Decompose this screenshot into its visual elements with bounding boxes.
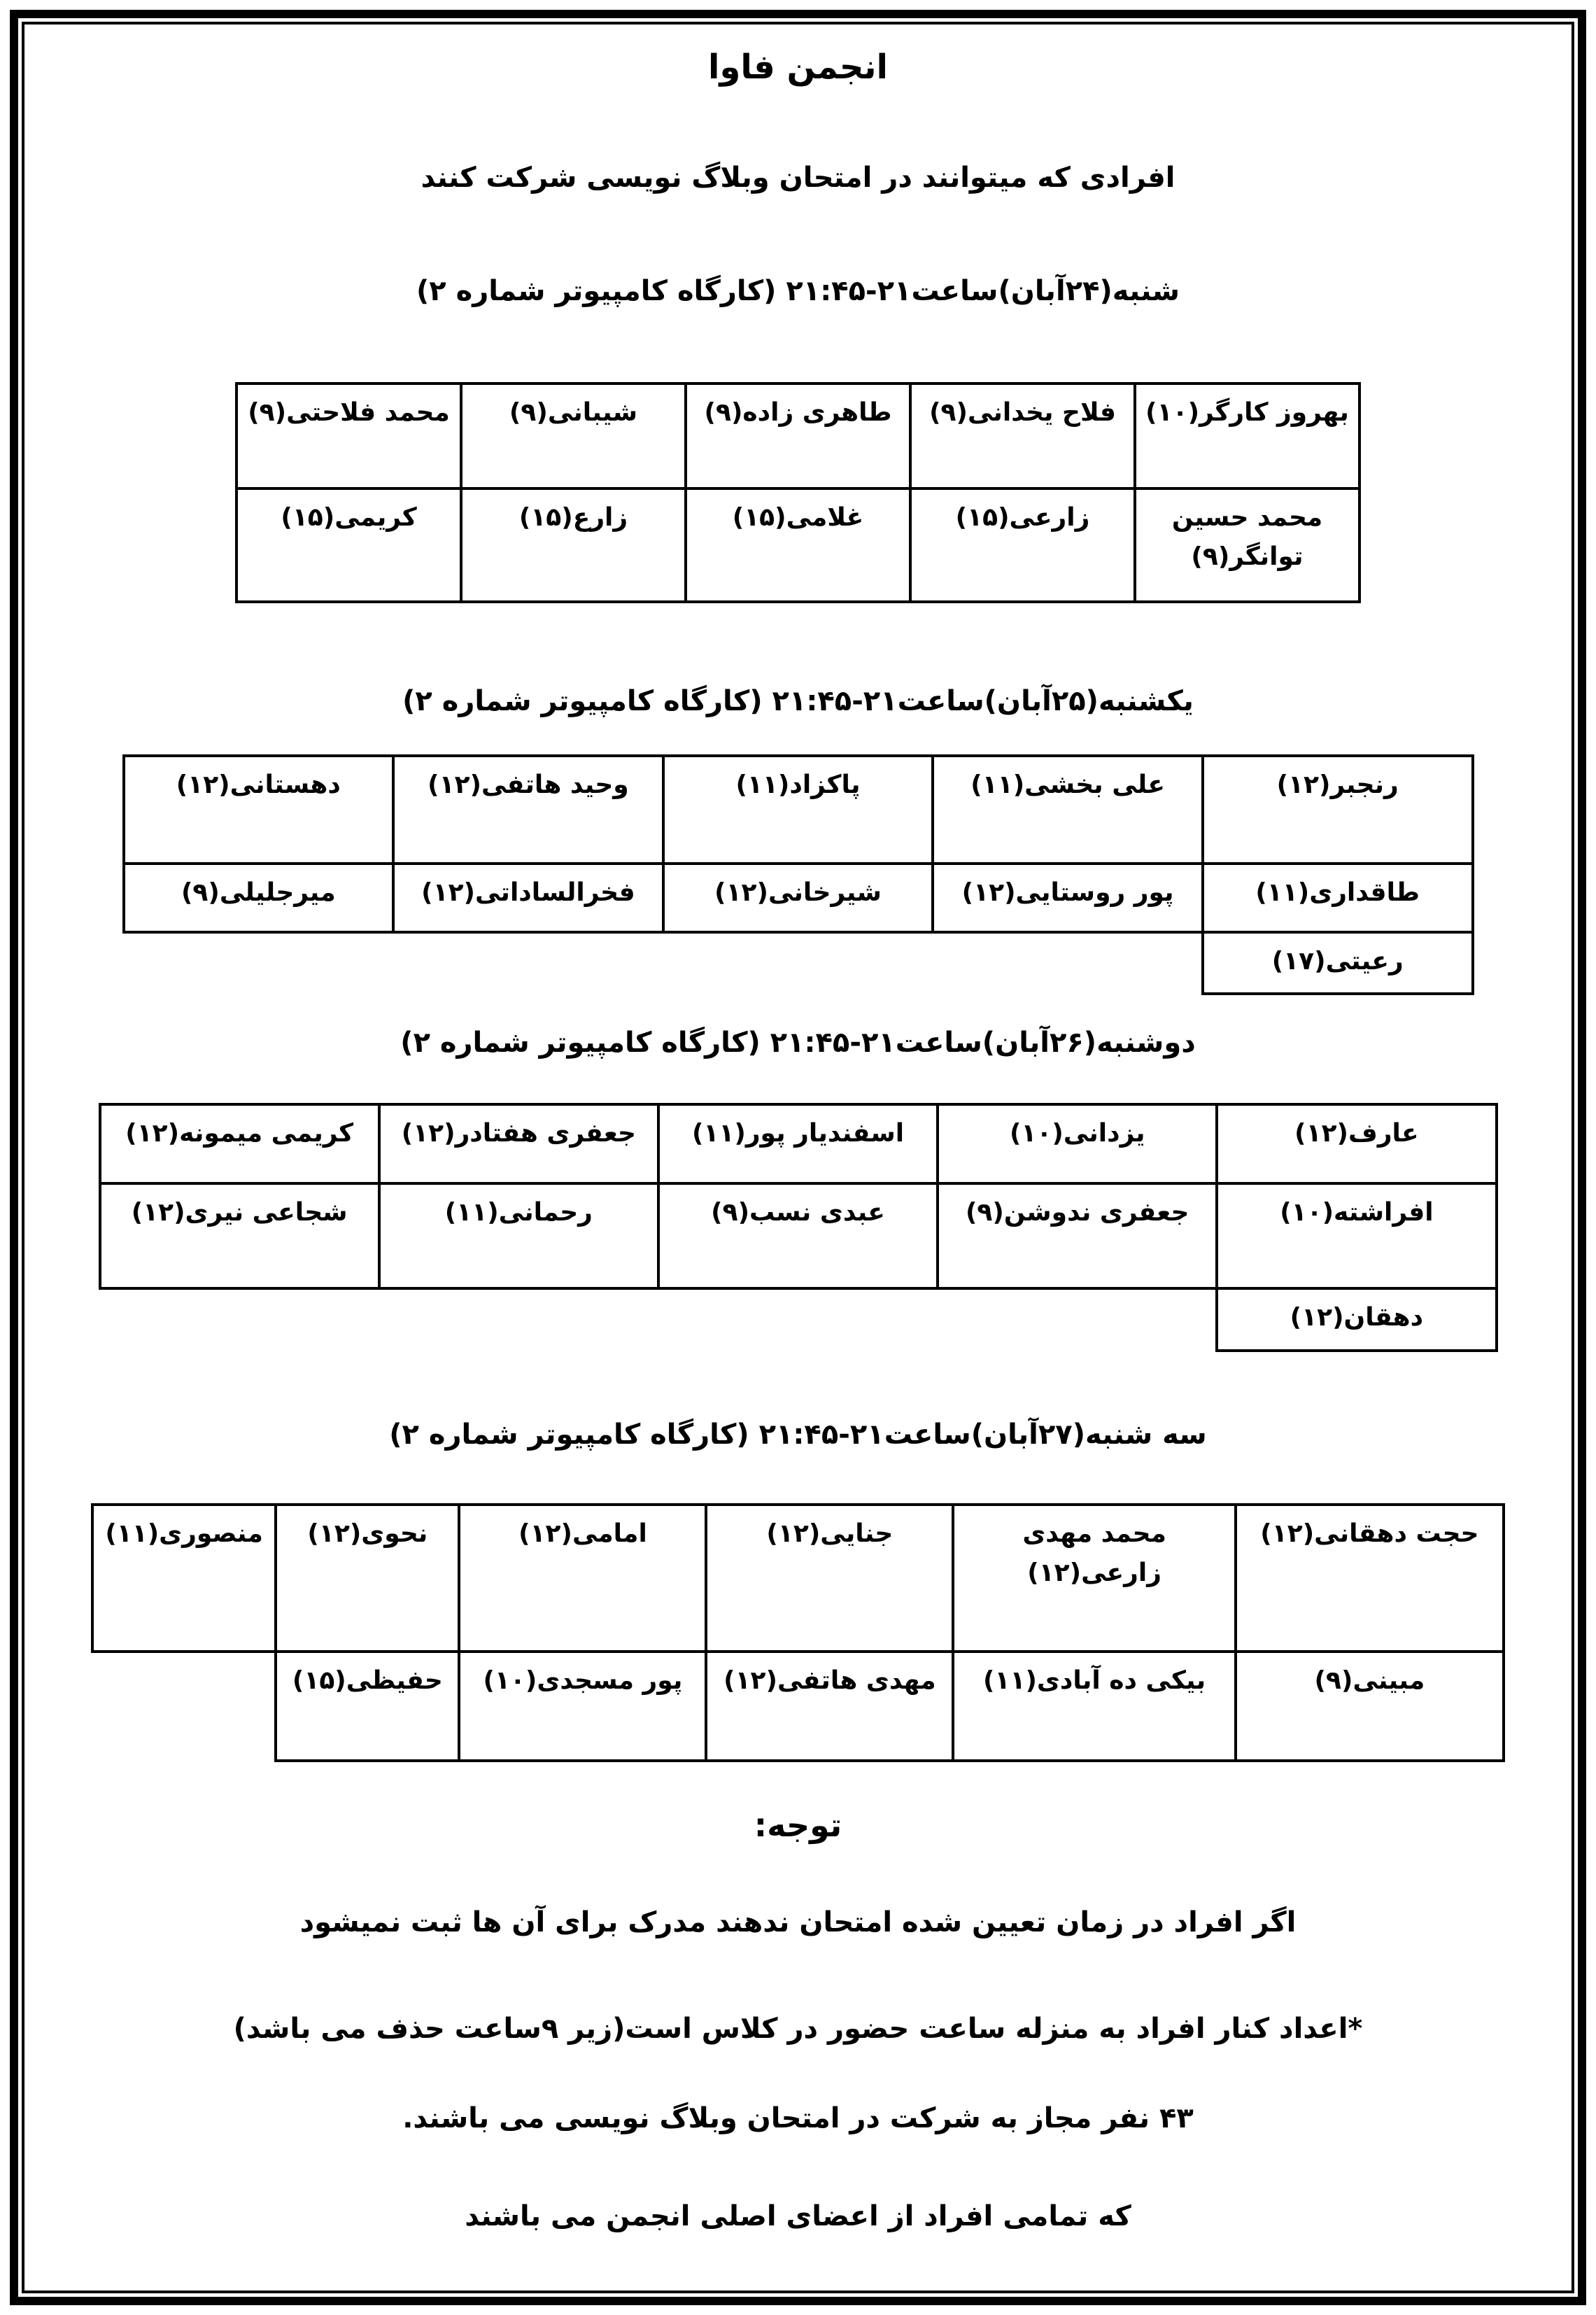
table-cell: شجاعی نیری(۱۲)	[100, 1183, 379, 1288]
table-cell: نحوی(۱۲)	[276, 1505, 459, 1652]
table-cell: عبدی نسب(۹)	[658, 1183, 938, 1288]
note-line: که تمامی افراد از اعضای اصلی انجمن می باشند	[465, 2200, 1131, 2232]
table-cell: حجت دهقانی(۱۲)	[1236, 1505, 1504, 1652]
table-cell: مهدی هاتفی(۱۲)	[706, 1652, 953, 1761]
table-cell: کریمی(۱۵)	[236, 488, 461, 602]
page-title: انجمن فاوا	[708, 48, 888, 87]
table-cell: پور مسجدی(۱۰)	[459, 1652, 706, 1761]
table-cell: طاقداری(۱۱)	[1203, 864, 1473, 932]
table-cell: اسفندیار پور(۱۱)	[658, 1104, 938, 1183]
table-row	[236, 384, 1360, 488]
page-border-frame-outer	[10, 10, 1586, 2305]
table-cell: پور روستایی(۱۲)	[933, 864, 1203, 932]
document-content	[24, 44, 1572, 2236]
note-line: *اعداد کنار افراد به منزله ساعت حضور در کلاس است(زیر ۹ساعت حذف می باشد)	[233, 2012, 1363, 2045]
table-cell: دهقان(۱۲)	[1217, 1288, 1496, 1351]
table-cell: کریمی میمونه(۱۲)	[100, 1104, 379, 1183]
section-header-saturday: شنبه(۲۴آبان)ساعت۲۱-۲۱:۴۵ (کارگاه کامپیوتر شماره ۲)	[416, 275, 1180, 308]
table-cell: جنایی(۱۲)	[706, 1505, 953, 1652]
section-header-tuesday: سه شنبه(۲۷آبان)ساعت۲۱-۲۱:۴۵ (کارگاه کامپیوتر شماره ۲)	[389, 1419, 1207, 1451]
table-row	[100, 1183, 1497, 1288]
table-cell: رنجبر(۱۲)	[1203, 756, 1473, 864]
table-cell: رحمانی(۱۱)	[379, 1183, 658, 1288]
table-cell: زارعی(۱۵)	[910, 488, 1135, 602]
section-header-sunday: یکشنبه(۲۵آبان)ساعت۲۱-۲۱:۴۵ (کارگاه کامپیوتر شماره ۲)	[402, 685, 1194, 718]
table-cell: بهروز کارگر(۱۰)	[1135, 384, 1360, 488]
schedule-table-saturday	[235, 382, 1361, 603]
table-cell: زارع(۱۵)	[461, 488, 686, 602]
table-cell: یزدانی(۱۰)	[938, 1104, 1217, 1183]
table-cell: افراشته(۱۰)	[1217, 1183, 1496, 1288]
table-cell: حفیظی(۱۵)	[276, 1652, 459, 1761]
table-row	[124, 932, 1473, 994]
table-cell: محمد فلاحتی(۹)	[236, 384, 461, 488]
schedule-table-monday	[99, 1103, 1498, 1352]
table-cell: طاهری زاده(۹)	[686, 384, 910, 488]
table-cell: جعفری هفتادر(۱۲)	[379, 1104, 658, 1183]
table-cell: امامی(۱۲)	[459, 1505, 706, 1652]
table-cell: بیکی ده آبادی(۱۱)	[953, 1652, 1235, 1761]
table-cell: محمد حسین توانگر(۹)	[1135, 488, 1360, 602]
page-border-frame-inner	[22, 22, 1574, 2293]
table-cell: مبینی(۹)	[1236, 1652, 1504, 1761]
table-cell: علی بخشی(۱۱)	[933, 756, 1203, 864]
table-row	[100, 1104, 1497, 1183]
table-cell: میرجلیلی(۹)	[124, 864, 394, 932]
table-row	[124, 756, 1473, 864]
note-heading: توجه:	[754, 1806, 842, 1845]
table-cell: دهستانی(۱۲)	[124, 756, 394, 864]
table-cell: جعفری ندوشن(۹)	[938, 1183, 1217, 1288]
table-cell: وحید هاتفی(۱۲)	[393, 756, 663, 864]
table-cell: عارف(۱۲)	[1217, 1104, 1496, 1183]
schedule-table-sunday	[122, 754, 1474, 995]
table-cell: منصوری(۱۱)	[92, 1505, 276, 1652]
table-cell: شیرخانی(۱۲)	[663, 864, 933, 932]
table-cell: فلاح یخدانی(۹)	[910, 384, 1135, 488]
table-cell: غلامی(۱۵)	[686, 488, 910, 602]
section-header-monday: دوشنبه(۲۶آبان)ساعت۲۱-۲۱:۴۵ (کارگاه کامپیوتر شماره ۲)	[400, 1027, 1196, 1060]
schedule-table-tuesday	[91, 1503, 1505, 1762]
table-cell: پاکزاد(۱۱)	[663, 756, 933, 864]
note-line: اگر افراد در زمان تعیین شده امتحان ندهند مدرک برای آن ها ثبت نمیشود	[299, 1906, 1297, 1938]
table-cell: فخرالساداتی(۱۲)	[393, 864, 663, 932]
table-row	[124, 864, 1473, 932]
note-line: ۴۳ نفر مجاز به شرکت در امتحان وبلاگ نویسی می باشند.	[402, 2102, 1194, 2134]
table-cell: شیبانی(۹)	[461, 384, 686, 488]
table-cell: محمد مهدی زارعی(۱۲)	[953, 1505, 1235, 1652]
table-row	[236, 488, 1360, 602]
page-subtitle: افرادی که میتوانند در امتحان وبلاگ نویسی شرکت کنند	[421, 162, 1175, 195]
table-row	[92, 1505, 1504, 1652]
table-cell: رعیتی(۱۷)	[1203, 932, 1473, 994]
table-row	[100, 1288, 1497, 1351]
table-row	[92, 1652, 1504, 1761]
